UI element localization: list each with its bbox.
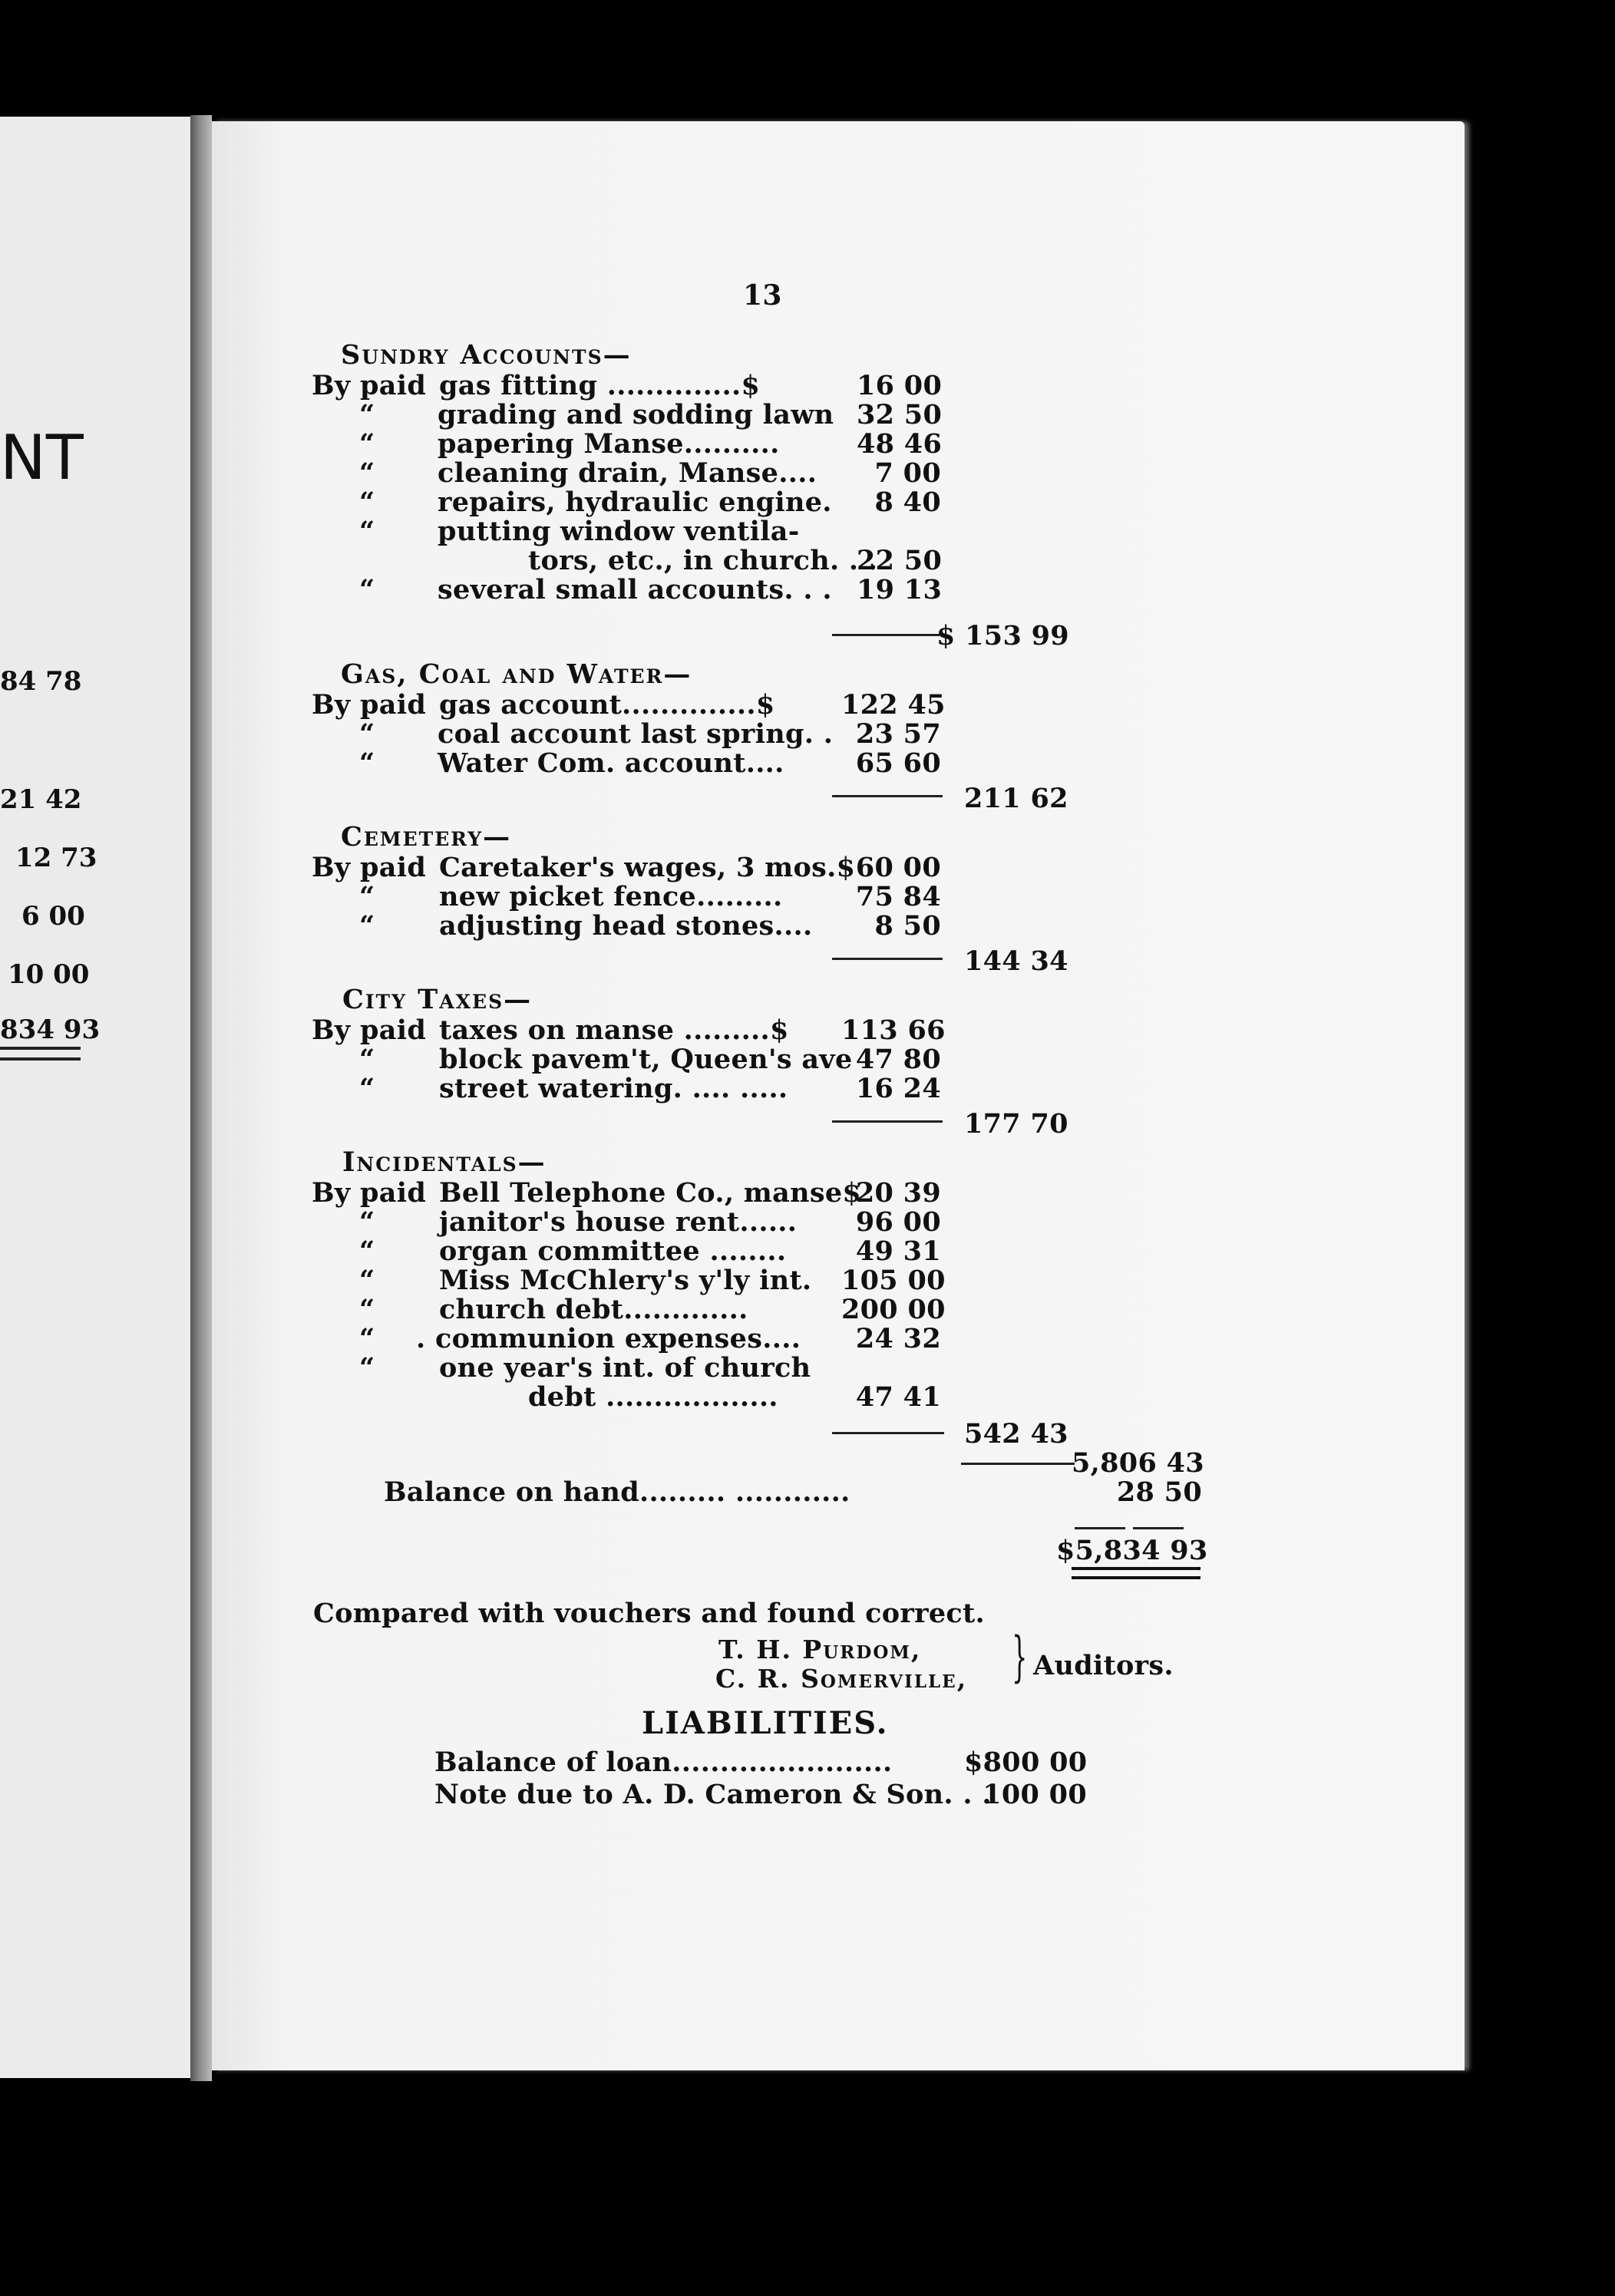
row-label: repairs, hydraulic engine. [438,487,832,518]
row-prefix: “ [359,910,375,942]
section-total: $ 153 99 [936,620,1069,652]
row-prefix: “ [359,457,375,489]
row-amount: 122 45 [841,689,946,721]
row-prefix: By paid [312,370,427,401]
row-amount: 16 00 [857,370,943,401]
liability-amount: $800 00 [964,1747,1088,1778]
row-amount: 49 31 [855,1235,941,1267]
row-prefix: “ [359,399,375,430]
row-label: Miss McChlery's y'ly int. [439,1265,812,1296]
grand-total-double-rule [1072,1567,1201,1579]
row-prefix: By paid [312,689,427,721]
row-prefix: “ [359,718,375,750]
row-label: putting window ventila- [438,516,800,547]
row-label: Water Com. account.... [438,747,784,779]
section-title: Gas, Coal and Water— [341,658,692,690]
section-title: Cemetery— [341,821,512,853]
row-prefix: “ [359,1294,375,1325]
row-label: block pavem't, Queen's ave [439,1044,853,1075]
row-amount: 24 32 [855,1323,941,1354]
liabilities-heading: LIABILITIES. [642,1705,889,1741]
row-prefix: “ [359,1206,375,1238]
previous-page-double-rule [0,1047,81,1061]
row-prefix: By paid [312,1014,427,1046]
row-label: gas account..............$ [439,689,775,721]
row-label: adjusting head stones.... [439,910,813,942]
previous-page-amount: 12 73 [15,843,97,873]
grand-subtotal: 5,806 43 [1072,1447,1204,1479]
previous-page-amount: 834 93 [0,1014,101,1045]
row-prefix: “ [359,747,375,779]
section-title: Incidentals— [342,1146,547,1178]
row-amount: 75 84 [855,881,941,912]
compared-statement: Compared with vouchers and found correct. [313,1598,985,1629]
row-amount: 47 80 [855,1044,941,1075]
row-prefix: “ [359,1265,375,1296]
row-amount: 96 00 [855,1206,941,1238]
section-title: Sundry Accounts— [341,339,632,371]
brace-glyph: } [1012,1625,1028,1688]
row-amount: 113 66 [841,1014,946,1046]
previous-page-amount: 84 78 [0,666,82,697]
row-amount: 7 00 [874,457,941,489]
row-amount: 48 46 [857,428,943,460]
row-amount: 8 50 [874,910,941,942]
row-amount: 23 57 [855,718,941,750]
row-label: tors, etc., in church. . . [528,545,878,576]
row-label: several small accounts. . . [438,574,832,605]
row-prefix: “ [359,487,375,518]
row-prefix: “ [359,1323,375,1354]
section-total: 144 34 [964,945,1068,977]
row-amount: 32 50 [857,399,943,430]
row-amount: 16 24 [855,1073,941,1104]
row-prefix: By paid [312,852,427,883]
row-amount: 65 60 [855,747,941,779]
row-prefix: “ [359,1073,375,1104]
previous-page-amount: 21 42 [0,784,82,815]
grand-total-rule [1075,1527,1125,1529]
row-label: Caretaker's wages, 3 mos.$ [439,852,856,883]
row-label: Bell Telephone Co., manse$ [439,1177,862,1209]
row-amount: 20 39 [855,1177,941,1209]
liability-amount: 100 00 [983,1779,1087,1810]
auditor-name: C. R. Somerville, [715,1664,968,1694]
auditor-name: T. H. Purdom, [718,1635,922,1664]
row-label: one year's int. of church [439,1352,811,1384]
section-total: 542 43 [964,1418,1068,1450]
previous-page-amount: 10 00 [8,959,90,990]
row-label: . communion expenses.... [416,1323,801,1354]
liability-label: Balance of loan....................... [434,1747,893,1778]
row-label: taxes on manse .........$ [439,1014,789,1046]
row-prefix: “ [359,574,375,605]
row-label: janitor's house rent...... [439,1206,798,1238]
balance-label: Balance on hand......... ............ [384,1476,850,1508]
row-prefix: “ [359,1044,375,1075]
grand-total-rule [1133,1527,1184,1529]
liability-label: Note due to A. D. Cameron & Son. . . [434,1779,992,1810]
row-prefix: “ [359,1352,375,1384]
row-prefix: “ [359,516,375,547]
row-prefix: “ [359,1235,375,1267]
row-amount: 105 00 [841,1265,946,1296]
subtotal-rule [832,958,943,960]
grand-total: $5,834 93 [1056,1535,1208,1566]
row-prefix: “ [359,428,375,460]
auditors-label: Auditors. [1033,1650,1174,1681]
subtotal-rule [832,1120,943,1123]
previous-page-heading-tail: NT [0,422,84,493]
section-title: City Taxes— [342,984,533,1015]
row-prefix: “ [359,881,375,912]
previous-page-amount: 6 00 [21,901,85,932]
subtotal-rule [832,634,940,636]
row-label: new picket fence......... [439,881,783,912]
row-amount: 22 50 [857,545,943,576]
row-label: grading and sodding lawn [438,399,834,430]
row-amount: 47 41 [855,1381,941,1413]
row-label: gas fitting ..............$ [439,370,761,401]
ledger-page [212,121,1465,2070]
balance-amount: 28 50 [1116,1476,1202,1508]
row-amount: 60 00 [855,852,941,883]
row-amount: 200 00 [841,1294,946,1325]
subtotal-rule [832,795,943,797]
row-amount: 8 40 [874,487,941,518]
row-prefix: By paid [312,1177,427,1209]
page-number: 13 [743,279,782,312]
book-gutter [190,115,212,2081]
row-label: cleaning drain, Manse.... [438,457,817,489]
previous-page-fragment [0,117,190,2078]
row-label: organ committee ........ [439,1235,787,1267]
row-label: church debt............. [439,1294,748,1325]
section-total: 211 62 [964,783,1068,814]
row-label: debt .................. [528,1381,778,1413]
row-label: street watering. .... ..... [439,1073,788,1104]
row-label: coal account last spring. . [438,718,834,750]
section-total: 177 70 [964,1108,1068,1140]
grand-subtotal-rule [961,1463,1075,1465]
row-amount: 19 13 [857,574,943,605]
subtotal-rule [832,1432,944,1434]
row-label: papering Manse.......... [438,428,780,460]
